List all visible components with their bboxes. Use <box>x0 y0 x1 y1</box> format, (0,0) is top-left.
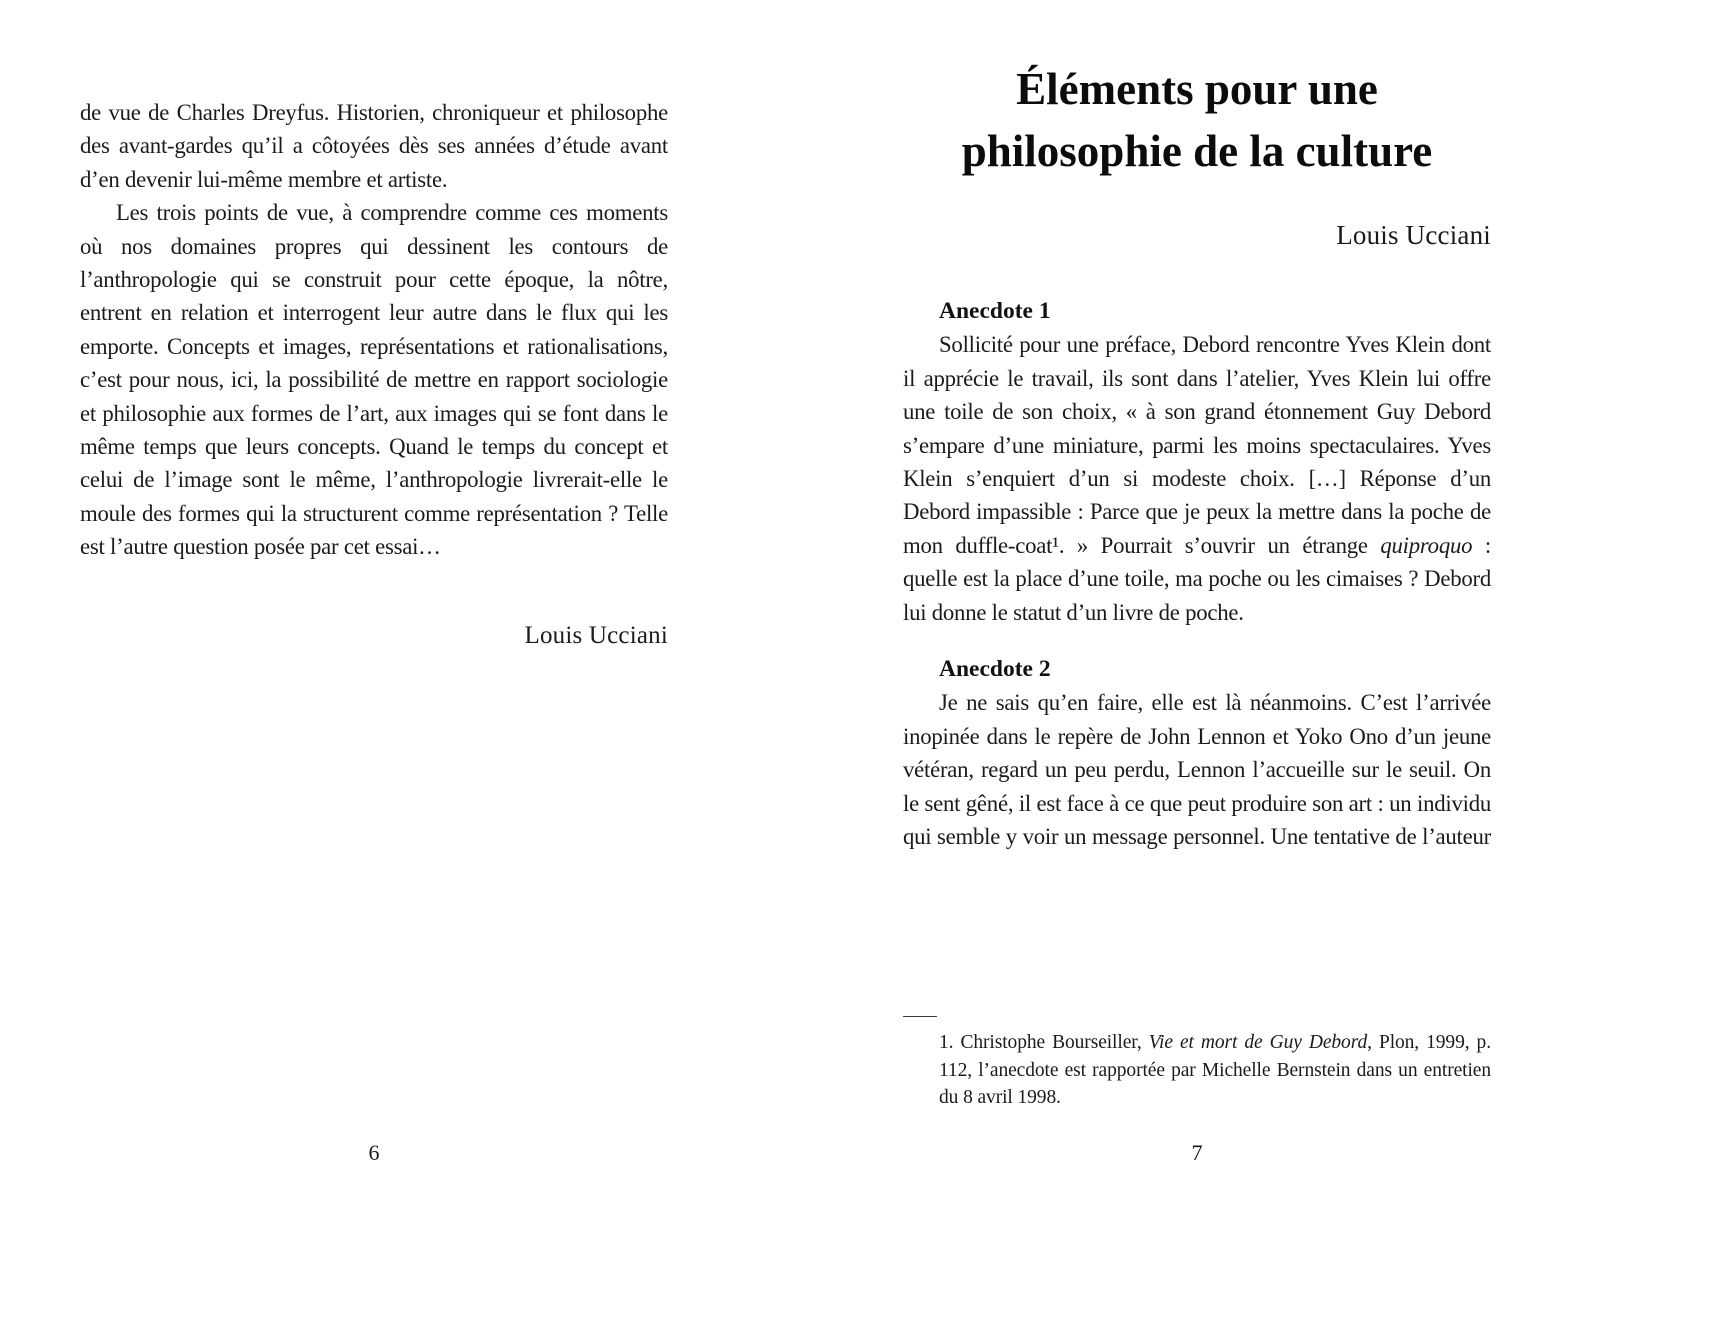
right-text-block <box>903 58 1491 854</box>
chapter-author: Louis Ucciani <box>1336 220 1491 250</box>
paragraph <box>80 196 668 563</box>
left-text-block <box>80 96 668 650</box>
author-signature: Louis Ucciani <box>524 621 668 649</box>
text-run: de vue de Charles Dreyfus. Historien, chroniqueur et philosophe des avant-gardes qu’il a côtoyées dès ses années d’étude avant d’en devenir lui-même membre et artiste. <box>80 100 668 192</box>
text-run: , Plon, 1999, p. 112, l’anecdote est rapportée par Michelle Bernstein dans un entretien du 8 avril 1998. <box>939 1032 1491 1109</box>
footnote-text <box>939 1029 1491 1112</box>
footnote-block <box>903 1016 1491 1112</box>
paragraph-anecdote-2 <box>903 686 1491 853</box>
text-run: 1. Christophe Bourseiller, <box>939 1032 1149 1053</box>
section-heading-anecdote-1: Anecdote 1 <box>939 298 1051 324</box>
page-right <box>866 0 1732 1338</box>
text-run: Je ne sais qu’en faire, elle est là néanmoins. C’est l’arrivée inopinée dans le repère de John Lennon et Yoko Ono d’un jeune vétéran, regard un peu perdu, Lennon l’accueille sur le seuil. On le sent gêné, il est face à ce que peut produire son art : un individu qui semble y voir un message personnel. Une tentative de l’auteur <box>903 690 1491 850</box>
section-heading-anecdote-2: Anecdote 2 <box>939 656 1051 683</box>
page-number-right: 7 <box>1191 1140 1203 1165</box>
chapter-title-line-2: philosophie de la culture <box>961 126 1433 176</box>
text-run: Les trois points de vue, à comprendre comme ces moments où nos domaines propres qui dessinent les contours de l’anthropologie qui se construit pour cette époque, la nôtre, entrent en relation et interrogent leur autre dans le flux qui les emporte. Concepts et images, représentations et rationalisations, c’est pour nous, ici, la possibilité de mettre en rapport sociologie et philosophie aux formes de l’art, aux images qui se font dans le même temps que leurs concepts. Quand le temps du concept et celui de l’image sont le même, l’anthropologie livrerait-elle le moule des formes qui la structurent comme représentation ? Telle est l’autre question posée par cet essai… <box>80 200 668 560</box>
paragraph-anecdote-1 <box>903 328 1491 629</box>
text-run: Vie et mort de Guy Debord <box>1148 1032 1368 1053</box>
page-number-left: 6 <box>368 1140 380 1165</box>
text-run: quiproquo <box>1380 532 1473 558</box>
paragraph-continued <box>80 96 668 196</box>
footnote-separator-rule <box>903 1016 937 1017</box>
text-run: Sollicité pour une préface, Debord rencontre Yves Klein dont il apprécie le travail, ils sont dans l’atelier, Yves Klein lui offre une toile de son choix, « à son grand étonnement Guy Debord s’empare d’une miniature, parmi les moins spectaculaires. Yves Klein s’enquiert d’un si modeste choix. […] Réponse d’un Debord impassible : Parce que je peux la mettre dans la poche de mon duffle-coat¹. » Pourrait s’ouvrir un étrange <box>903 332 1491 558</box>
chapter-title <box>903 58 1491 182</box>
text-run: : quelle est la place d’une toile, ma poche ou les cimaises ? Debord lui donne le statut d’un livre de poche. <box>903 532 1491 625</box>
chapter-title-line-1: Éléments pour une <box>1016 64 1378 114</box>
